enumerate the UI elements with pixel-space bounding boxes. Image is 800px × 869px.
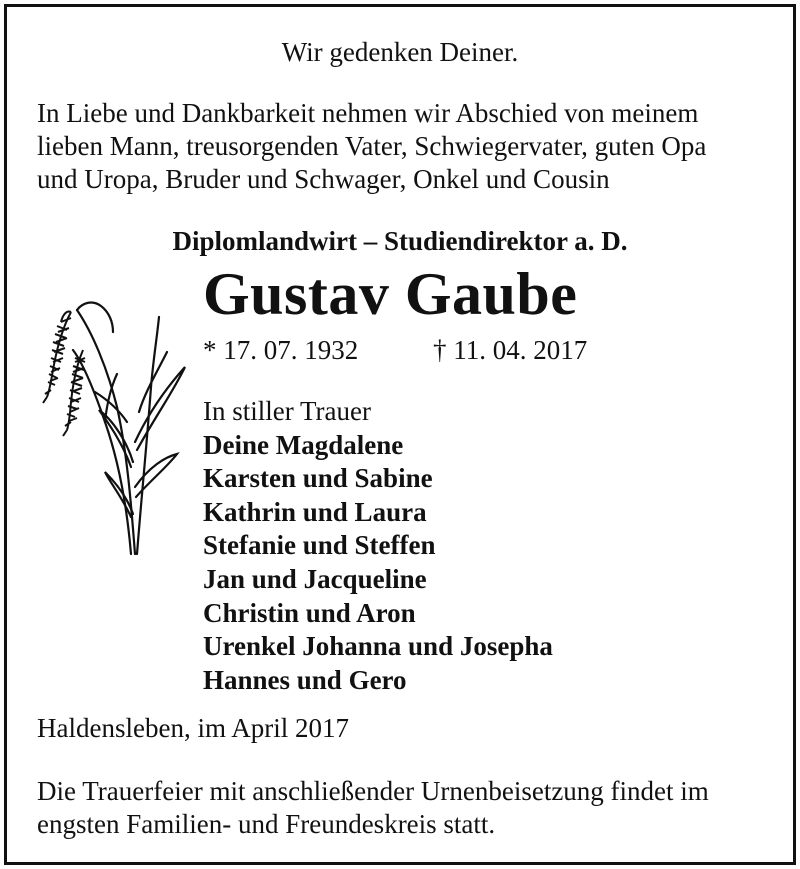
mourning-intro: In stiller Trauer <box>203 396 371 426</box>
ceremony-info <box>37 775 777 841</box>
farewell-line: lieben Mann, treusorgenden Vater, Schwiegervater, guten Opa <box>37 131 707 161</box>
birth-date: * 17. 07. 1932 <box>203 335 359 365</box>
obituary-notice <box>4 4 796 865</box>
ceremony-line: Die Trauerfeier mit anschließender Urnenbeisetzung findet im <box>37 776 709 806</box>
mourner-entry: Karsten und Sabine <box>203 463 433 494</box>
mourners-block <box>203 395 553 697</box>
mourner-entry: Hannes und Gero <box>203 664 407 695</box>
wheat-ears-icon <box>27 292 187 562</box>
mourner-entry: Jan und Jacqueline <box>203 563 427 594</box>
place-date: Haldensleben, im April 2017 <box>37 713 349 743</box>
mourner-entry: Kathrin und Laura <box>203 496 427 527</box>
death-date: † 11. 04. 2017 <box>433 335 588 365</box>
profession-title: Diplomlandwirt – Studiendirektor a. D. <box>172 226 628 256</box>
ceremony-line: engsten Familien- und Freundeskreis statt. <box>37 809 496 839</box>
farewell-line: In Liebe und Dankbarkeit nehmen wir Abschied von meinem <box>37 98 699 128</box>
farewell-paragraph <box>37 97 777 196</box>
deceased-name: Gustav Gaube <box>203 261 578 327</box>
mourner-entry: Urenkel Johanna und Josepha <box>203 631 553 662</box>
mourner-entry: Christin und Aron <box>203 597 416 628</box>
farewell-line: und Uropa, Bruder und Schwager, Onkel und Cousin <box>37 164 610 194</box>
mourner-entry: Deine Magdalene <box>203 429 404 460</box>
intro-text: Wir gedenken Deiner. <box>281 37 519 67</box>
mourner-entry: Stefanie und Steffen <box>203 530 436 561</box>
